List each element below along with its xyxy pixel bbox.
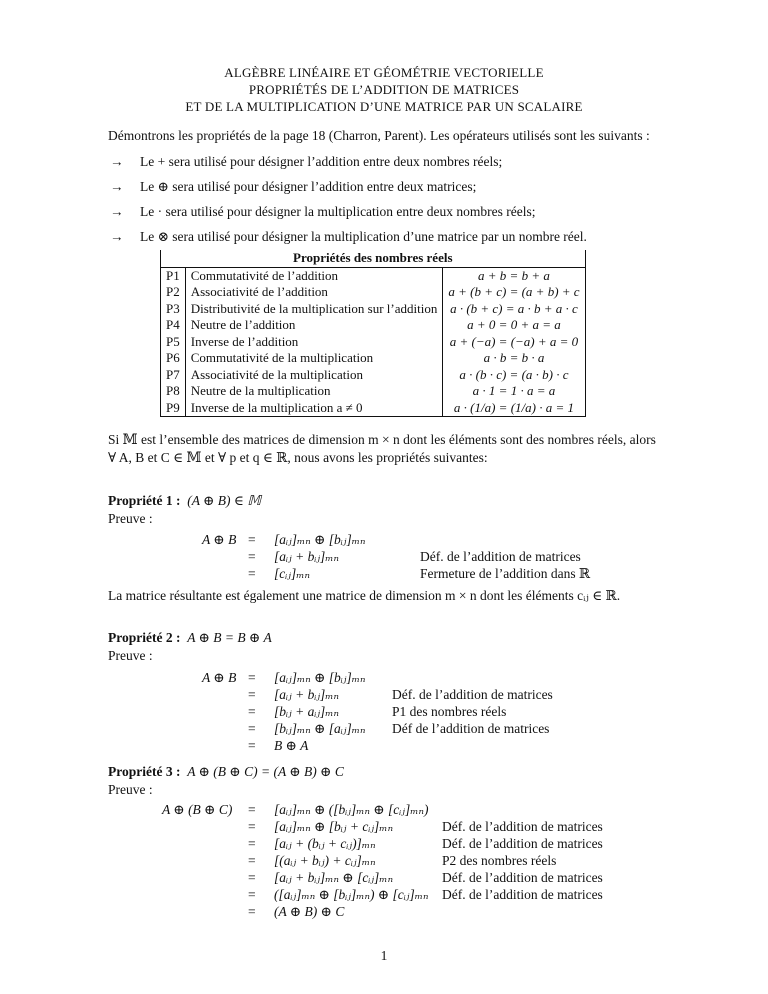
table-row: P1 Commutativité de l’addition a + b = b + a bbox=[161, 267, 586, 284]
prop1-label: Propriété 1 : bbox=[108, 493, 181, 508]
context-line-2: ∀ A, B et C ∈ 𝕄 et ∀ p et q ∈ ℝ, nous avons les propriétés suivantes: bbox=[108, 450, 488, 465]
intro-paragraph: Démontrons les propriétés de la page 18 (Charron, Parent). Les opérateurs utilisés sont les suivants : bbox=[108, 128, 650, 143]
title-line-2: PROPRIÉTÉS DE L’ADDITION DE MATRICES bbox=[248, 82, 520, 97]
table-header: Propriétés des nombres réels bbox=[161, 250, 586, 267]
table-row: P5 Inverse de l’addition a + (−a) = (−a) + a = 0 bbox=[161, 334, 586, 351]
list-item: → Le ⊕ sera utilisé pour désigner l’addition entre deux matrices; bbox=[110, 179, 477, 194]
arrow-icon: → bbox=[110, 154, 124, 169]
table-row: P7 Associativité de la multiplication a · (b · c) = (a · b) · c bbox=[161, 367, 586, 384]
prop2-lhs: A ⊕ B bbox=[202, 670, 237, 685]
prop3-statement: A ⊕ (B ⊕ C) = (A ⊕ B) ⊕ C bbox=[187, 764, 344, 779]
prop2-proof-label: Preuve : bbox=[108, 648, 153, 663]
prop3-heading bbox=[108, 764, 344, 780]
table-row: P6 Commutativité de la multiplication a · b = b · a bbox=[161, 350, 586, 367]
prop1-conclusion: La matrice résultante est également une matrice de dimension m × n dont les éléments cᵢⱼ ∈ ℝ. bbox=[108, 588, 621, 603]
table-row: P3 Distributivité de la multiplication sur l’addition a · (b + c) = a · b + a · c bbox=[161, 301, 586, 318]
prop3-lhs: A ⊕ (B ⊕ C) bbox=[162, 802, 233, 817]
document-title bbox=[0, 64, 768, 115]
table-row: P4 Neutre de l’addition a + 0 = 0 + a = a bbox=[161, 317, 586, 334]
list-item: → Le ⊗ sera utilisé pour désigner la multiplication d’une matrice par un nombre réel. bbox=[110, 229, 587, 244]
list-item: → Le · sera utilisé pour désigner la multiplication entre deux nombres réels; bbox=[110, 204, 536, 219]
prop3-label: Propriété 3 : bbox=[108, 764, 181, 779]
prop2-label: Propriété 2 : bbox=[108, 630, 181, 645]
arrow-icon: → bbox=[110, 179, 124, 194]
table-row: P2 Associativité de l’addition a + (b + c) = (a + b) + c bbox=[161, 284, 586, 301]
prop3-proof-label: Preuve : bbox=[108, 782, 153, 797]
context-line-1: Si 𝕄 est l’ensemble des matrices de dimension m × n dont les éléments sont des nombres réels, alors bbox=[108, 432, 656, 447]
prop2-heading bbox=[108, 630, 272, 646]
prop2-statement: A ⊕ B = B ⊕ A bbox=[187, 630, 272, 645]
table-row: P8 Neutre de la multiplication a · 1 = 1 · a = a bbox=[161, 383, 586, 400]
title-line-1: ALGÈBRE LINÉAIRE ET GÉOMÉTRIE VECTORIELLE bbox=[224, 65, 544, 80]
prop1-heading bbox=[108, 493, 261, 509]
title-line-3: ET DE LA MULTIPLICATION D’UNE MATRICE PAR UN SCALAIRE bbox=[185, 99, 583, 114]
page-number: 1 bbox=[380, 948, 388, 963]
prop1-lhs: A ⊕ B bbox=[202, 532, 237, 547]
list-item: → Le + sera utilisé pour désigner l’addition entre deux nombres réels; bbox=[110, 154, 503, 169]
real-number-properties-table bbox=[160, 250, 586, 417]
arrow-icon: → bbox=[110, 204, 124, 219]
table-row: P9 Inverse de la multiplication a ≠ 0 a · (1/a) = (1/a) · a = 1 bbox=[161, 400, 586, 417]
prop1-statement: (A ⊕ B) ∈ 𝕄 bbox=[187, 493, 262, 508]
prop1-proof-label: Preuve : bbox=[108, 511, 153, 526]
arrow-icon: → bbox=[110, 229, 124, 244]
